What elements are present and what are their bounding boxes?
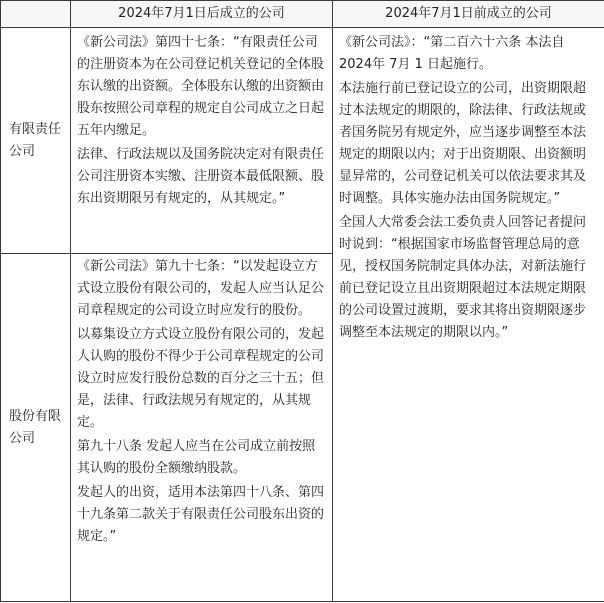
- jsc-article-97-para-1: 《新公司法》第九十七条：“以发起设立方式设立股份有限公司的，发起人应当认足公司章程规定的公司设立时应发行的股份。: [77, 259, 325, 318]
- llc-article-47-para-2: 法律、行政法规以及国务院决定对有限责任公司注册资本实缴、注册资本最低限额、股东出资期限另有规定的，从其规定。”: [77, 147, 325, 206]
- jsc-article-97-para-2: 以募集设立方式设立股份有限公司的，发起人认购的股份不得少于公司章程规定的公司设立时应发行股份总数的百分之三十五；但是，法律、行政法规另有规定的，从其规定。: [77, 327, 325, 430]
- company-type-joint-stock: 股份有限公司: [1, 254, 71, 602]
- joint-stock-after-provisions: [71, 254, 333, 602]
- header-before-2024-07-01: 2024年7月1日前成立的公司: [333, 1, 604, 28]
- header-row: [1, 1, 604, 28]
- pre-2024-provisions: [333, 28, 604, 602]
- header-blank-cell: [1, 1, 71, 28]
- npc-official-remarks: 全国人大常委会法工委负责人回答记者提问时说到：“根据国家市场监督管理总局的意见，授权国务院制定具体办法，对新法施行前已登记设立且出资期限超过本法规定期限的公司设置过渡期，要求其将出资期限逐步调整至本法规定的期限以内。”: [339, 215, 587, 340]
- llc-after-provisions: [71, 28, 333, 254]
- llc-article-47-para-1: 《新公司法》第四十七条：“有限责任公司的注册资本为在公司登记机关登记的全体股东认缴的出资额。全体股东认缴的出资额由股东按照公司章程的规定自公司成立之日起五年内缴足。: [77, 35, 325, 138]
- company-type-llc: 有限责任公司: [1, 28, 71, 254]
- jsc-article-98-para-2: 发起人的出资，适用本法第四十八条、第四十九条第二款关于有限责任公司股东出资的规定。”: [77, 485, 325, 544]
- header-after-2024-07-01: 2024年7月1日后成立的公司: [71, 1, 333, 28]
- article-266-intro: 《新公司法》：“第二百六十六条 本法自 2024年 7月 1 日起施行。: [339, 35, 565, 72]
- jsc-article-98-para-1: 第九十八条 发起人应当在公司成立前按照其认购的股份全额缴纳股款。: [77, 439, 316, 476]
- row-llc: [1, 28, 604, 254]
- article-266-transition: 本法施行前已登记设立的公司，出资期限超过本法规定的期限的，除法律、行政法规或者国务院另有规定外，应当逐步调整至本法规定的期限以内；对于出资期限、出资额明显异常的，公司登记机关可以依法要求其及时调整。具体实施办法由国务院规定。”: [339, 81, 587, 206]
